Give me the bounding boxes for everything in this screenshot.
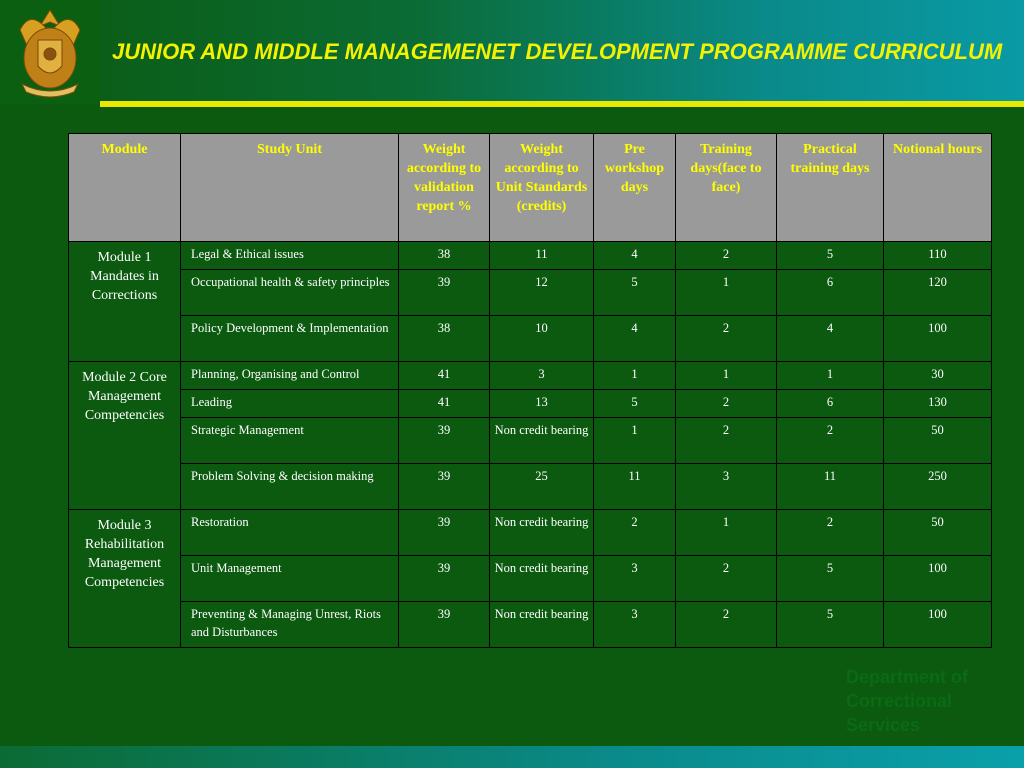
notional-hours-cell: 30 <box>884 362 992 390</box>
notional-hours-cell: 50 <box>884 418 992 464</box>
table-row <box>69 602 992 648</box>
notional-hours-cell: 250 <box>884 464 992 510</box>
curriculum-table <box>68 133 992 648</box>
study-unit-cell: Leading <box>181 390 399 418</box>
credits-cell: 3 <box>490 362 594 390</box>
weight-pct-cell: 38 <box>399 242 490 270</box>
notional-hours-cell: 110 <box>884 242 992 270</box>
study-unit-cell: Occupational health & safety principles <box>181 270 399 316</box>
practical-days-cell: 6 <box>777 270 884 316</box>
training-days-cell: 2 <box>676 242 777 270</box>
module-cell: Module 1 Mandates in Corrections <box>69 242 181 362</box>
practical-days-cell: 11 <box>777 464 884 510</box>
notional-hours-cell: 100 <box>884 602 992 648</box>
pre-workshop-cell: 4 <box>594 316 676 362</box>
study-unit-cell: Planning, Organising and Control <box>181 362 399 390</box>
page-title: JUNIOR AND MIDDLE MANAGEMENET DEVELOPMENT PROGRAMME CURRICULUM <box>112 39 1003 64</box>
table-row <box>69 390 992 418</box>
training-days-cell: 1 <box>676 270 777 316</box>
title-underline <box>100 101 1024 107</box>
pre-workshop-cell: 2 <box>594 510 676 556</box>
credits-cell: Non credit bearing <box>490 602 594 648</box>
table-row <box>69 242 992 270</box>
practical-days-cell: 5 <box>777 242 884 270</box>
weight-pct-cell: 39 <box>399 510 490 556</box>
table-row <box>69 464 992 510</box>
weight-pct-cell: 41 <box>399 390 490 418</box>
weight-pct-cell: 39 <box>399 418 490 464</box>
dept-line: Services <box>846 715 921 735</box>
notional-hours-cell: 100 <box>884 556 992 602</box>
table-row <box>69 362 992 390</box>
coat-of-arms-logo <box>0 0 100 104</box>
module-cell: Module 3 Rehabilitation Management Competencies <box>69 510 181 648</box>
column-header: Study Unit <box>181 134 399 242</box>
pre-workshop-cell: 4 <box>594 242 676 270</box>
practical-days-cell: 6 <box>777 390 884 418</box>
column-header: Practical training days <box>777 134 884 242</box>
notional-hours-cell: 130 <box>884 390 992 418</box>
weight-pct-cell: 41 <box>399 362 490 390</box>
table-row <box>69 556 992 602</box>
weight-pct-cell: 39 <box>399 556 490 602</box>
credits-cell: 11 <box>490 242 594 270</box>
credits-cell: Non credit bearing <box>490 418 594 464</box>
weight-pct-cell: 39 <box>399 270 490 316</box>
table-row <box>69 510 992 556</box>
credits-cell: Non credit bearing <box>490 510 594 556</box>
weight-pct-cell: 39 <box>399 602 490 648</box>
column-header: Pre workshop days <box>594 134 676 242</box>
practical-days-cell: 2 <box>777 510 884 556</box>
column-header: Weight according to Unit Standards (credits) <box>490 134 594 242</box>
training-days-cell: 1 <box>676 362 777 390</box>
pre-workshop-cell: 3 <box>594 602 676 648</box>
pre-workshop-cell: 1 <box>594 362 676 390</box>
credits-cell: 12 <box>490 270 594 316</box>
training-days-cell: 3 <box>676 464 777 510</box>
dept-line: Department of <box>846 667 969 687</box>
study-unit-cell: Strategic Management <box>181 418 399 464</box>
table-row <box>69 418 992 464</box>
department-watermark <box>846 665 968 737</box>
table-row <box>69 270 992 316</box>
table-header-row <box>69 134 992 242</box>
module-cell: Module 2 Core Management Competencies <box>69 362 181 510</box>
column-header: Module <box>69 134 181 242</box>
training-days-cell: 2 <box>676 390 777 418</box>
study-unit-cell: Restoration <box>181 510 399 556</box>
training-days-cell: 2 <box>676 602 777 648</box>
pre-workshop-cell: 5 <box>594 270 676 316</box>
column-header: Weight according to validation report % <box>399 134 490 242</box>
study-unit-cell: Preventing & Managing Unrest, Riots and Disturbances <box>181 602 399 648</box>
notional-hours-cell: 100 <box>884 316 992 362</box>
practical-days-cell: 1 <box>777 362 884 390</box>
credits-cell: 13 <box>490 390 594 418</box>
pre-workshop-cell: 3 <box>594 556 676 602</box>
credits-cell: 10 <box>490 316 594 362</box>
pre-workshop-cell: 1 <box>594 418 676 464</box>
study-unit-cell: Problem Solving & decision making <box>181 464 399 510</box>
training-days-cell: 1 <box>676 510 777 556</box>
credits-cell: Non credit bearing <box>490 556 594 602</box>
weight-pct-cell: 39 <box>399 464 490 510</box>
practical-days-cell: 5 <box>777 556 884 602</box>
practical-days-cell: 2 <box>777 418 884 464</box>
practical-days-cell: 4 <box>777 316 884 362</box>
notional-hours-cell: 120 <box>884 270 992 316</box>
study-unit-cell: Unit Management <box>181 556 399 602</box>
weight-pct-cell: 38 <box>399 316 490 362</box>
training-days-cell: 2 <box>676 418 777 464</box>
footer-band <box>0 746 1024 768</box>
table-row <box>69 316 992 362</box>
credits-cell: 25 <box>490 464 594 510</box>
pre-workshop-cell: 11 <box>594 464 676 510</box>
study-unit-cell: Legal & Ethical issues <box>181 242 399 270</box>
practical-days-cell: 5 <box>777 602 884 648</box>
dept-line: Correctional <box>846 691 953 711</box>
study-unit-cell: Policy Development & Implementation <box>181 316 399 362</box>
column-header: Training days(face to face) <box>676 134 777 242</box>
column-header: Notional hours <box>884 134 992 242</box>
training-days-cell: 2 <box>676 316 777 362</box>
pre-workshop-cell: 5 <box>594 390 676 418</box>
training-days-cell: 2 <box>676 556 777 602</box>
notional-hours-cell: 50 <box>884 510 992 556</box>
